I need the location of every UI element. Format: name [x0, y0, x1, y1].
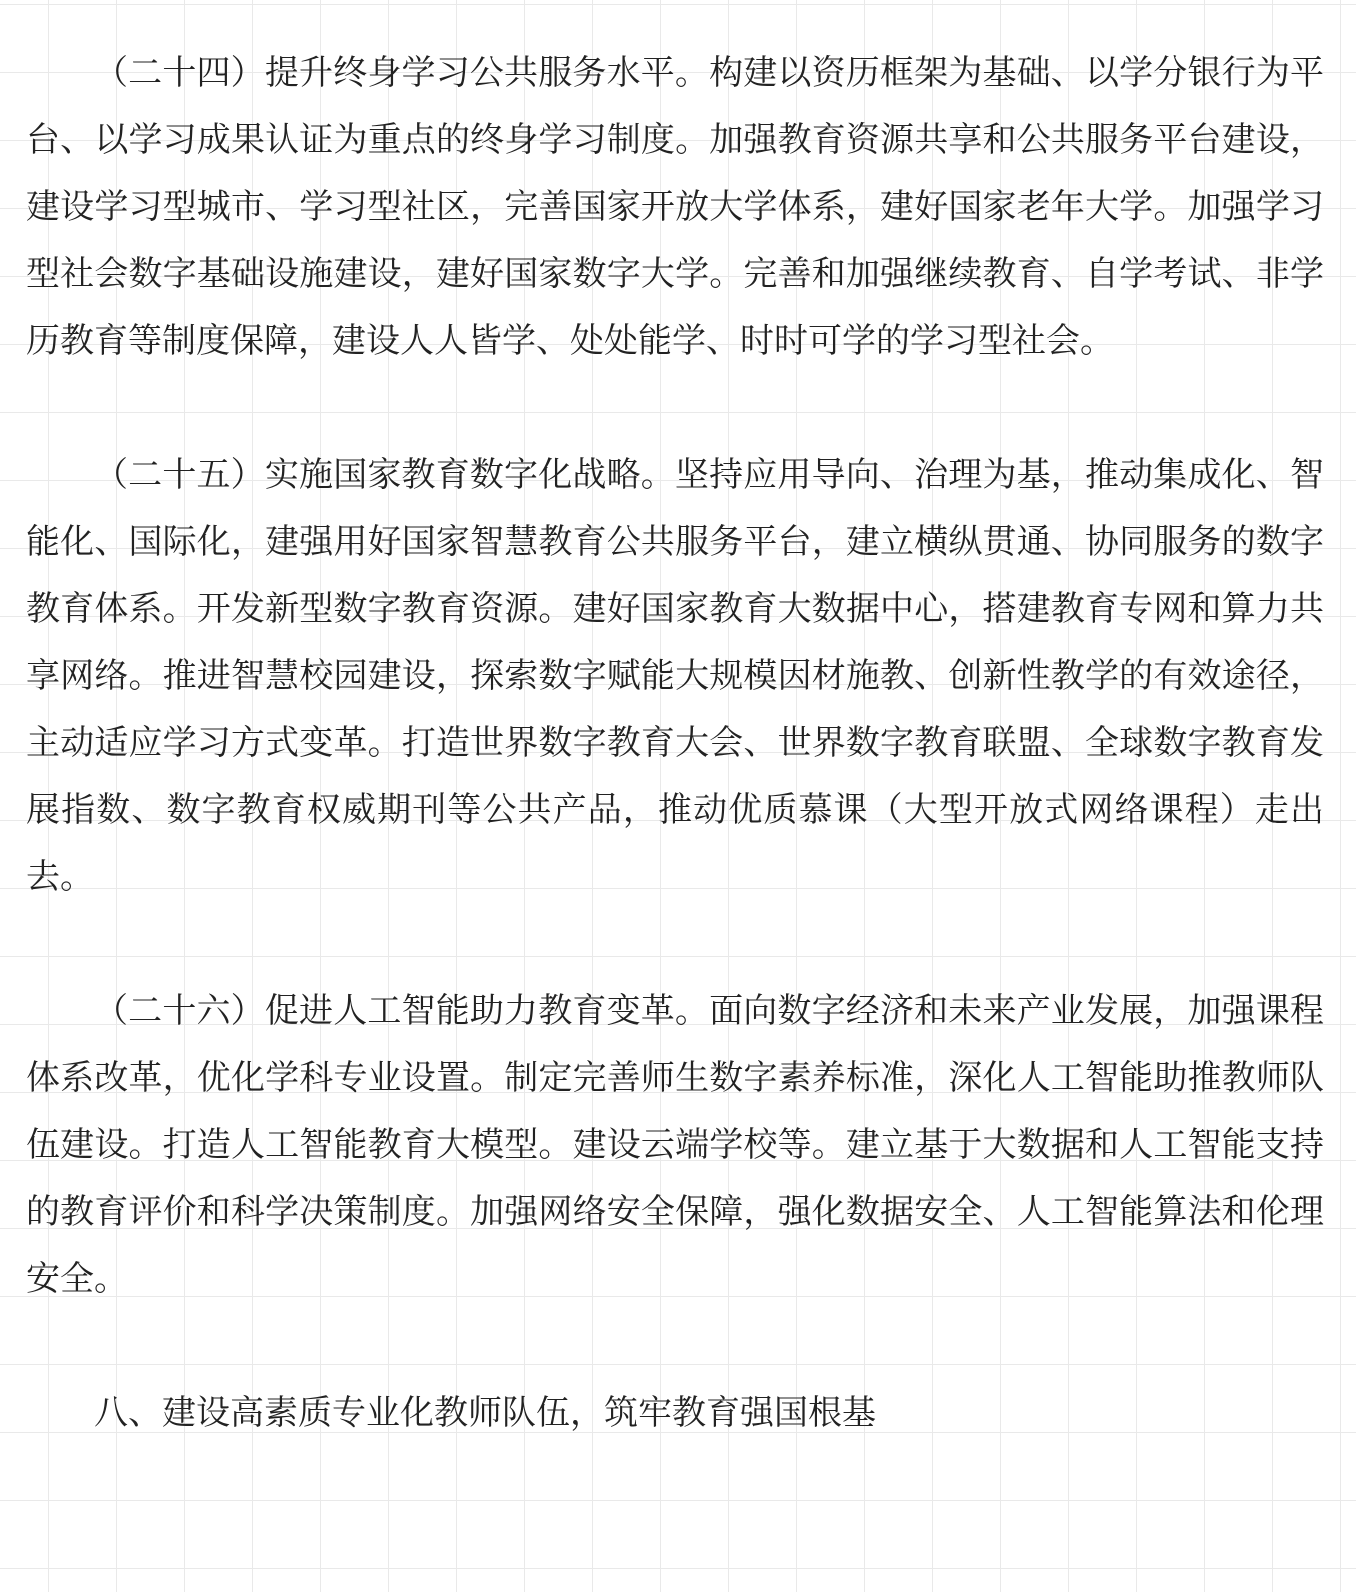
paragraph-25: （二十五）实施国家教育数字化战略。坚持应用导向、治理为基，推动集成化、智能化、国际化，建强用好国家智慧教育公共服务平台，建立横纵贯通、协同服务的数字教育体系。开发新型数字教育资源。建好国家教育大数据中心，搭建教育专网和算力共享网络。推进智慧校园建设，探索数字赋能大规模因材施教、创新性教学的有效途径，主动适应学习方式变革。打造世界数字教育大会、世界数字教育联盟、全球数字教育发展指数、数字教育权威期刊等公共产品，推动优质慕课（大型开放式网络课程）走出去。 — [26, 455, 1324, 897]
paragraph-spacer — [26, 375, 1324, 442]
paragraph-24: （二十四）提升终身学习公共服务水平。构建以资历框架为基础、以学分银行为平台、以学习成果认证为重点的终身学习制度。加强教育资源共享和公共服务平台建设，建设学习型城市、学习型社区，完善国家开放大学体系，建好国家老年大学。加强学习型社会数字基础设施建设，建好国家数字大学。完善和加强继续教育、自学考试、非学历教育等制度保障，建设人人皆学、处处能学、时时可学的学习型社会。 — [26, 53, 1324, 361]
paragraph-spacer — [26, 911, 1324, 978]
section-heading: 八、建设高素质专业化教师队伍，筑牢教育强国根基 — [94, 1393, 876, 1433]
paragraph-spacer — [26, 1313, 1324, 1380]
document-body — [26, 40, 1324, 1447]
paragraph-26: （二十六）促进人工智能助力教育变革。面向数字经济和未来产业发展，加强课程体系改革，优化学科专业设置。制定完善师生数字素养标准，深化人工智能助推教师队伍建设。打造人工智能教育大模型。建设云端学校等。建立基于大数据和人工智能支持的教育评价和科学决策制度。加强网络安全保障，强化数据安全、人工智能算法和伦理安全。 — [26, 991, 1324, 1299]
